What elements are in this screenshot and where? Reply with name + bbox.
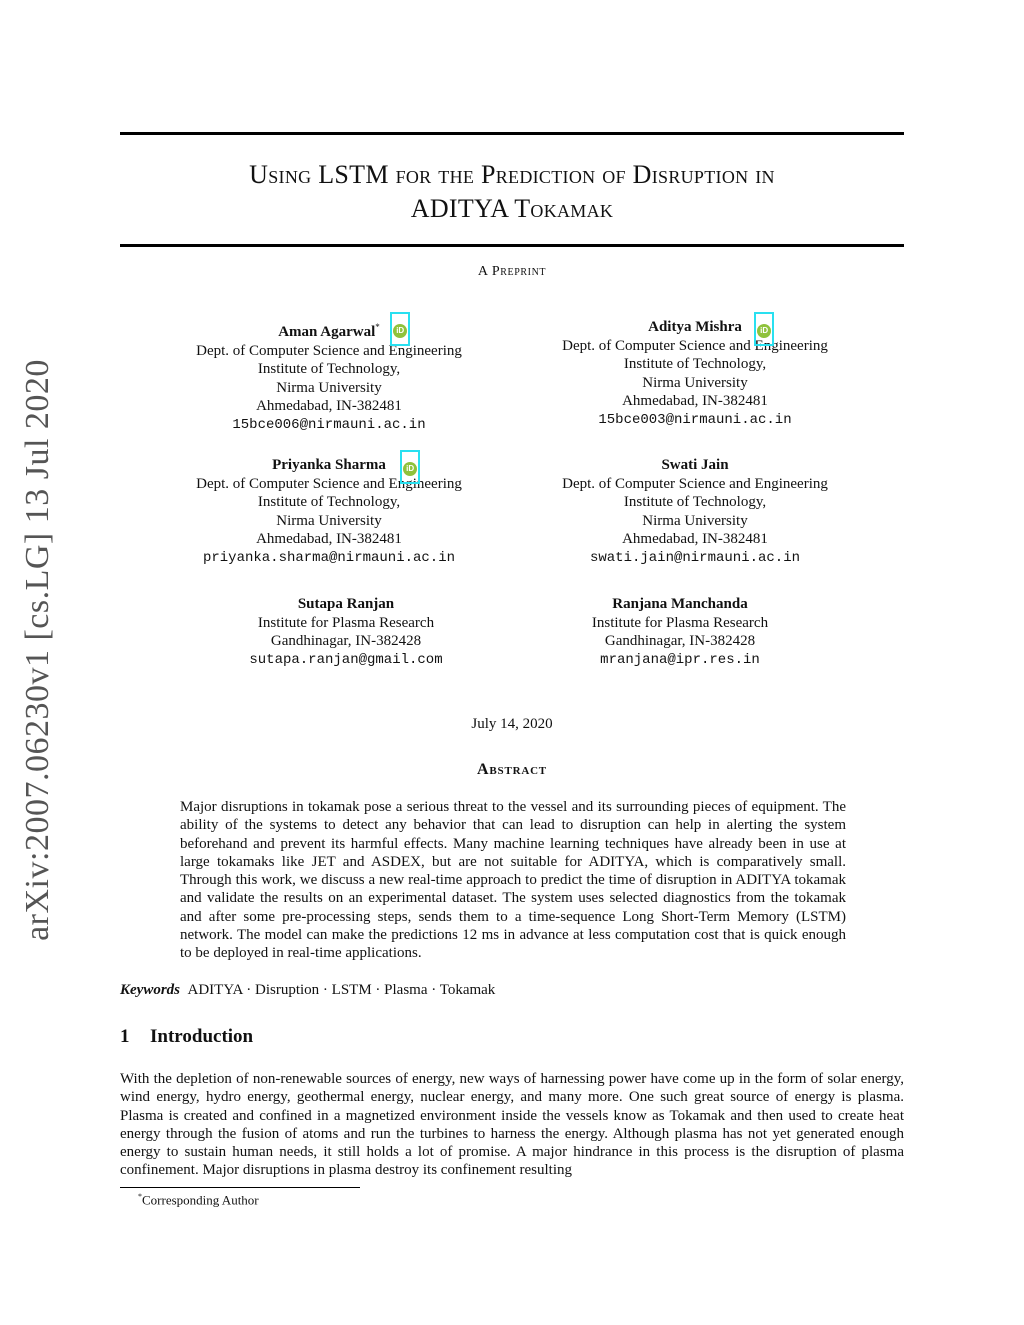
footnote-text: Corresponding Author bbox=[142, 1192, 259, 1208]
title-line-1: Using LSTM for the Prediction of Disruption in bbox=[249, 160, 775, 189]
author-name: Aman Agarwal* iD bbox=[278, 318, 380, 342]
keywords-list: ADITYA · Disruption · LSTM · Plasma · Tokamak bbox=[187, 982, 496, 998]
footnote-mark: * bbox=[138, 1192, 142, 1201]
abstract-text: Major disruptions in tokamak pose a serious threat to the vessel and its surrounding pieces of equipment. The ability of the systems to detect any behavior that can lead to disruption can help in alerting the system beforehand and prevent its harmful effects. Many machine learning techniques have already been in use at large tokamaks like JET and ASDEX, but are not suitable for ADITYA, which is comparatively small. Through this work, we discuss a new real-time approach to predict the time of disruption in ADITYA tokamak and validate the results on an experimental dataset. The system uses selected diagnostics from the tokamak and after some pre-processing steps, sends them to a time-sequence Long Short-Term Memory (LSTM) network. The model can make the predictions 12 ms in advance at less computation cost that is quick enough to be deployed in real-time applications. bbox=[180, 799, 846, 962]
author-name: Priyanka Sharma iD bbox=[272, 456, 386, 475]
author-block bbox=[164, 318, 494, 434]
title-line-2: ADITYA Tokamak bbox=[410, 194, 614, 223]
section-number: 1 bbox=[120, 1026, 130, 1047]
author-affiliation: Ahmedabad, IN-382481 bbox=[256, 398, 402, 414]
title-rule-top bbox=[120, 132, 904, 135]
section-title: Introduction bbox=[150, 1026, 254, 1047]
publication-date: July 14, 2020 bbox=[471, 716, 553, 732]
author-affiliation: Dept. of Computer Science and Engineering bbox=[562, 337, 828, 354]
author-block bbox=[515, 595, 845, 669]
author-name: Ranjana Manchanda bbox=[612, 596, 748, 612]
author-affiliation: Institute for Plasma Research bbox=[591, 614, 769, 631]
author-name: Aditya Mishra iD bbox=[648, 318, 742, 337]
author-affiliation: Nirma University bbox=[642, 512, 748, 529]
corresponding-mark: * bbox=[375, 322, 380, 332]
author-block bbox=[164, 456, 494, 567]
footnote bbox=[138, 1192, 259, 1208]
keywords-line bbox=[120, 982, 495, 999]
keywords-label: Keywords bbox=[120, 982, 180, 998]
author-affiliation: Nirma University bbox=[276, 512, 382, 529]
author-email[interactable]: 15bce006@nirmauni.ac.in bbox=[232, 416, 426, 433]
paper-page: arXiv:2007.06230v1 [cs.LG] 13 Jul 2020 Using LSTM for the Prediction of Disruption in ADITYA Tokamak A Preprint Aman Agarwal* iD Dept. of Computer Science and Engineering Institute of Technology, Nirma University Ahmedabad, IN-382481 15bce006@nirmauni.ac.in Aditya Mishra iD Dept. of Computer Science and Engineering Institute of Technology, Nirma University Ahmedabad, IN-382481 15bce003@nirmauni.ac.in Priyanka Sharma iD Dept. of Computer Science and Engineering Institute of Technology, Nirma University Ahmedabad, IN-382481 priyanka.sharma@nirmauni.ac.in Swati Jain Dept. of Computer Science and Engineering Institute of Technology, Nirma University Ahmedabad, IN-382481 swati.jain@nirmauni.ac.in Sutapa Ranjan Institute for Plasma Research Gandhinagar, IN-382428 sutapa.ranjan@gmail.com Ranjana Manchanda Institute for Plasma Research Gandhinagar, IN-382428 mranjana@ipr.res.in July 14, 2020 Abstract Major disruptions in tokamak pose a serious threat to the vessel and its surrounding pieces of equipment. The ability of the systems to detect any behavior that can lead to disruption can help in alerting the system beforehand and prevent its harmful effects. Many machine learning techniques have already been in use at large tokamaks like JET and ASDEX, but are not suitable for ADITYA, which is comparatively small. Through this work, we discuss a new real-time approach to predict the time of disruption in ADITYA tokamak and validate the results on an experimental dataset. The system uses selected diagnostics from the tokamak and after some pre-processing steps, sends them to a time-sequence Long Short-Term Memory (LSTM) network. The model can make the predictions 12 ms in advance at less computation cost that is quick enough to be deployed in real-time applications. Keywords ADITYA · Disruption · LSTM · Plasma · Tokamak 1 Introduction With the depletion of non-renewable sources of energy, new ways of harnessing power have come up in the form of solar energy, wind energy, hydro energy, geothermal energy, nuclear energy, and many more. One such great source of energy is plasma. Plasma is created and confined in a magnetized environment inside the vessels know as Tokamak and then used to create heat energy through the fusion of atoms and run the turbines to harness the energy. Although plasma has not yet generated enough energy to sustain human needs, it still holds a lot of promise. A major hindrance in this process is the disruption of plasma confinement. Major disruptions in plasma destroy its confinement resulting *Corresponding Author bbox=[0, 0, 1024, 1325]
footnote-rule bbox=[120, 1187, 360, 1188]
orcid-icon[interactable]: iD bbox=[754, 312, 774, 346]
section-heading bbox=[120, 1026, 253, 1048]
paper-title bbox=[120, 158, 904, 226]
orcid-icon[interactable]: iD bbox=[390, 312, 410, 346]
author-affiliation: Dept. of Computer Science and Engineering bbox=[196, 342, 462, 359]
author-name: Swati Jain bbox=[661, 457, 729, 473]
author-affiliation: Institute of Technology, bbox=[623, 494, 767, 510]
preprint-label: A Preprint bbox=[477, 264, 547, 279]
author-affiliation: Nirma University bbox=[276, 379, 382, 396]
author-affiliation: Gandhinagar, IN-382428 bbox=[270, 633, 422, 649]
title-rule-bottom bbox=[120, 244, 904, 247]
author-block bbox=[530, 318, 860, 429]
abstract-heading: Abstract bbox=[477, 761, 547, 778]
author-affiliation: Ahmedabad, IN-382481 bbox=[622, 531, 768, 547]
author-email[interactable]: 15bce003@nirmauni.ac.in bbox=[598, 411, 792, 428]
author-affiliation: Institute of Technology, bbox=[623, 356, 767, 372]
author-email[interactable]: mranjana@ipr.res.in bbox=[600, 651, 760, 668]
author-affiliation: Institute for Plasma Research bbox=[257, 614, 435, 631]
author-affiliation: Nirma University bbox=[642, 374, 748, 391]
author-email[interactable]: sutapa.ranjan@gmail.com bbox=[249, 651, 443, 668]
author-affiliation: Ahmedabad, IN-382481 bbox=[256, 531, 402, 547]
author-affiliation: Ahmedabad, IN-382481 bbox=[622, 393, 768, 409]
author-email[interactable]: priyanka.sharma@nirmauni.ac.in bbox=[202, 549, 456, 566]
author-affiliation: Institute of Technology, bbox=[257, 361, 401, 377]
author-name: Sutapa Ranjan bbox=[297, 596, 395, 612]
introduction-paragraph: With the depletion of non-renewable sources of energy, new ways of harnessing power have come up in the form of solar energy, wind energy, hydro energy, geothermal energy, nuclear energy, and many more. One such great source of energy is plasma. Plasma is created and confined in a magnetized environment inside the vessels know as Tokamak and then used to create heat energy through the fusion of atoms and run the turbines to harness the energy. Although plasma has not yet generated enough energy to sustain human needs, it still holds a lot of promise. A major hindrance in this process is the disruption of plasma confinement. Major disruptions in plasma destroy its confinement resulting bbox=[120, 1071, 904, 1179]
author-affiliation: Gandhinagar, IN-382428 bbox=[604, 633, 756, 649]
author-affiliation: Dept. of Computer Science and Engineering bbox=[196, 475, 462, 492]
author-affiliation: Institute of Technology, bbox=[257, 494, 401, 510]
author-block bbox=[181, 595, 511, 669]
orcid-icon[interactable]: iD bbox=[400, 450, 420, 484]
author-affiliation: Dept. of Computer Science and Engineering bbox=[562, 475, 828, 492]
author-email[interactable]: swati.jain@nirmauni.ac.in bbox=[589, 549, 801, 566]
author-block bbox=[530, 456, 860, 567]
